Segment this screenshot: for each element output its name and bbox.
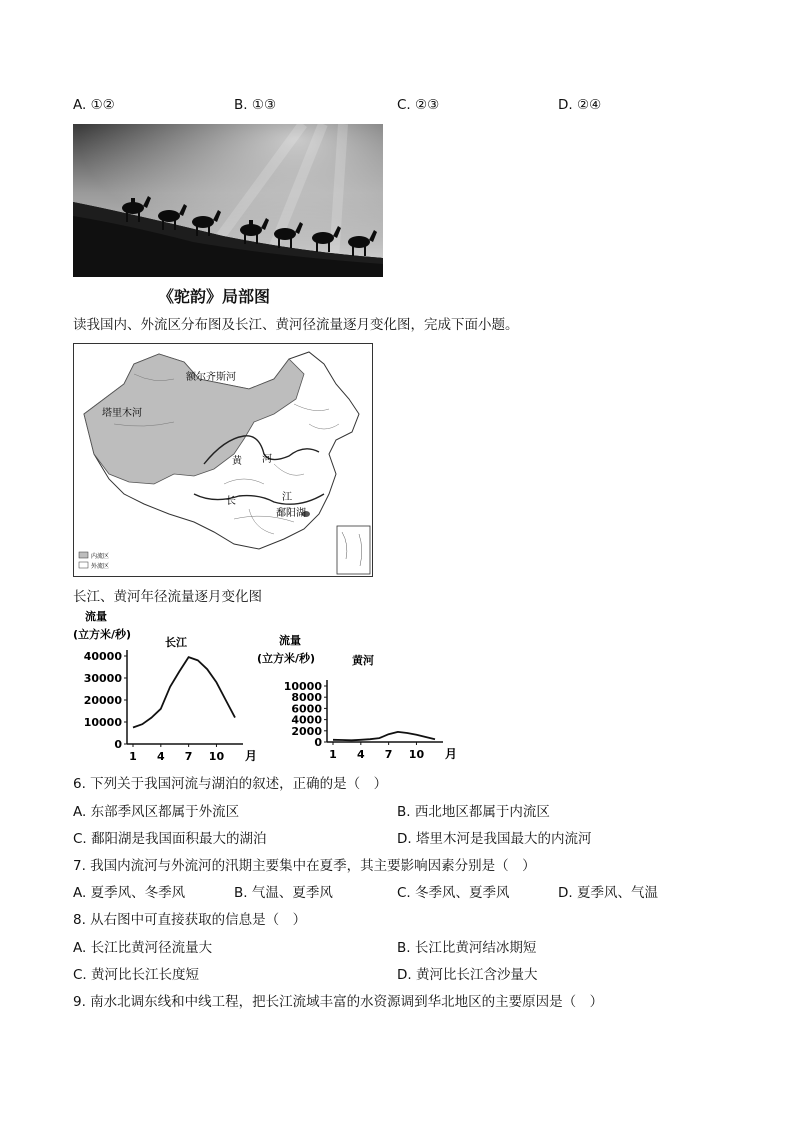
- q8-option-a: A. 长江比黄河径流量大: [73, 940, 213, 956]
- x-axis-label: 月: [245, 749, 258, 763]
- label-he: 河: [262, 454, 272, 465]
- q8-option-c: C. 黄河比长江长度短: [73, 967, 200, 983]
- q5-option-c: C. ②③: [397, 97, 440, 113]
- yangtze-runoff-chart: [73, 609, 257, 763]
- y-tick-label: 0: [114, 738, 122, 751]
- series-line: [333, 732, 435, 740]
- svg-text:内流区: 内流区: [91, 553, 110, 560]
- y-tick-label: 20000: [83, 694, 122, 707]
- y-tick-label: 8000: [291, 691, 322, 705]
- y-tick-label: 2000: [291, 724, 322, 738]
- q6-option-b: B. 西北地区都属于内流区: [397, 804, 550, 820]
- y-axis-label: 流量: [85, 610, 107, 623]
- q5-option-d: D. ②④: [558, 97, 602, 113]
- y-tick-label: 10000: [83, 716, 122, 729]
- x-tick-label: 1: [329, 748, 337, 761]
- y-tick-label: 10000: [283, 680, 322, 693]
- photo-caption: 《驼韵》局部图: [158, 287, 271, 306]
- y-tick-label: 0: [314, 736, 322, 749]
- x-tick-label: 10: [208, 750, 225, 763]
- chart-caption: 长江、黄河年径流量逐月变化图: [73, 589, 262, 605]
- q8-option-d: D. 黄河比长江含沙量大: [397, 967, 538, 983]
- china-drainage-map: [73, 343, 373, 577]
- camel-caravan-photo: [73, 124, 383, 277]
- y-tick-label: 6000: [291, 702, 322, 716]
- q5-option-b: B. ①③: [234, 97, 277, 113]
- q7-option-a: A. 夏季风、冬季风: [73, 885, 186, 901]
- chart-title: 黄河: [352, 654, 374, 667]
- runoff-charts: [65, 608, 465, 768]
- q7-stem: 7. 我国内流河与外流河的汛期主要集中在夏季，其主要影响因素分别是（ ）: [73, 858, 536, 874]
- map-legend: [79, 552, 109, 570]
- y-tick-label: 40000: [83, 650, 122, 663]
- label-poyang: 鄱阳湖: [276, 508, 306, 519]
- chart-title: 长江: [165, 636, 187, 649]
- yellow-river-runoff-chart: [257, 633, 457, 761]
- label-tarim: 塔里木河: [102, 408, 142, 419]
- q7-option-c: C. 冬季风、夏季风: [397, 885, 510, 901]
- x-tick-label: 4: [156, 750, 165, 763]
- x-tick-label: 7: [384, 748, 393, 761]
- y-axis-label: 流量: [279, 634, 301, 647]
- q6-option-d: D. 塔里木河是我国最大的内流河: [397, 831, 592, 847]
- q6-option-c: C. 鄱阳湖是我国面积最大的湖泊: [73, 831, 267, 847]
- q6-option-a: A. 东部季风区都属于外流区: [73, 804, 240, 820]
- x-tick-label: 7: [184, 750, 193, 763]
- q6-stem: 6. 下列关于我国河流与湖泊的叙述，正确的是（ ）: [73, 776, 388, 792]
- q7-option-b: B. 气温、夏季风: [234, 885, 333, 901]
- q5-option-a: A. ①②: [73, 97, 115, 113]
- q9-stem: 9. 南水北调东线和中线工程，把长江流域丰富的水资源调到华北地区的主要原因是（ ）: [73, 994, 604, 1010]
- x-tick-label: 10: [408, 748, 425, 761]
- q7-option-d: D. 夏季风、气温: [558, 885, 658, 901]
- q8-option-b: B. 长江比黄河结冰期短: [397, 940, 537, 956]
- label-jiang: 江: [282, 492, 292, 503]
- q8-stem: 8. 从右图中可直接获取的信息是（ ）: [73, 912, 307, 928]
- x-axis-label: 月: [445, 747, 458, 761]
- label-huang: 黄: [232, 456, 242, 467]
- intro-text: 读我国内、外流区分布图及长江、黄河径流量逐月变化图，完成下面小题。: [73, 317, 519, 333]
- y-axis-unit: (立方米/秒): [257, 652, 316, 665]
- svg-text:外流区: 外流区: [91, 563, 110, 570]
- x-tick-label: 1: [129, 750, 137, 763]
- label-chang: 长: [226, 496, 236, 507]
- x-tick-label: 4: [356, 748, 365, 761]
- series-line: [133, 657, 235, 727]
- y-axis-unit: (立方米/秒): [73, 628, 132, 641]
- y-tick-label: 30000: [83, 672, 122, 685]
- south-china-sea-inset: [337, 526, 370, 574]
- label-erqisi: 额尔齐斯河: [186, 372, 236, 383]
- y-tick-label: 4000: [291, 713, 322, 727]
